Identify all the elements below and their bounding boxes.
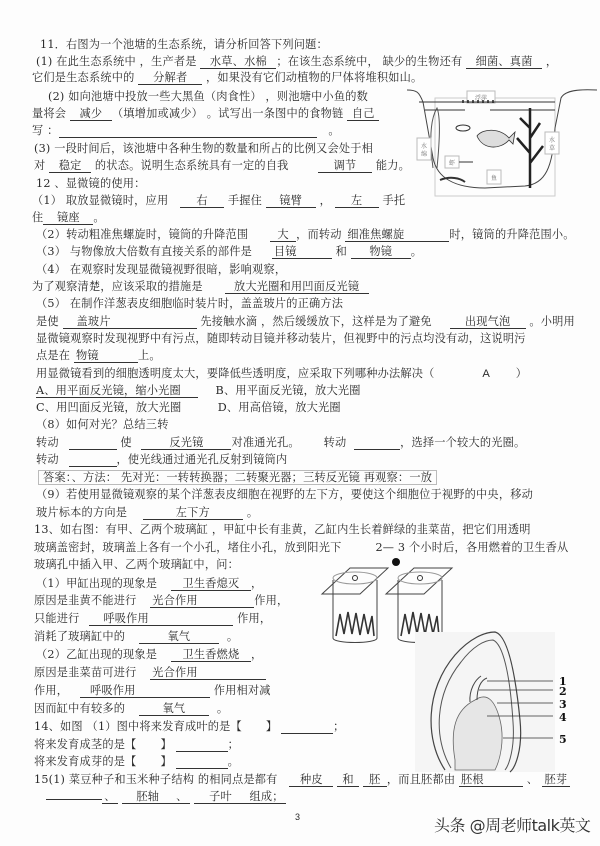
q13-part1-line4: 消耗了玻璃缸中的 氧气 。 [34,630,239,643]
q12-part4-line1: （4） 在观察时发现显微镜视野很暗，影响观察， [36,263,287,276]
q13-part2-line1: （2）乙缸出现的现象是 卫生香燃烧 ， [36,648,263,661]
answer-right-hand: 右 [180,194,224,208]
page-number: 3 [295,812,301,822]
answer-plumule: 胚芽 [542,773,570,787]
q12-mc-options-row2 [36,401,341,415]
q11-part3-line1: (3) 一段时间后，该池塘中各种生物的数量和所占的比例又会处于相 [34,142,374,155]
q12-part2: （2）转动粗准焦螺旋时，镜筒的升降范围 大 ，而转动 细准焦螺旋 时，镜筒的升降范围小。 [36,228,575,241]
q11-part2-line3: 写 ： 。 [32,124,340,137]
q13-line1: 13、如右图：有甲、乙两个玻璃缸 ，甲缸中长有韭黄，乙缸内生长着鲜绿的韭菜苗，把它们用透明 [34,523,531,536]
q12-mc-options-row1 [36,384,361,398]
answer-photosynthesis-1: 光合作用 [150,594,254,608]
answer-hypocotyl: 胚轴 [122,790,174,804]
q11-part2-line1: (2) 如向池塘中投放一些大黑鱼（肉食性） ，则池塘中小鱼的数 [48,90,369,103]
q13-part1-line2: 原因是韭黄不能进行 光合作用 作用， [34,594,289,607]
pond-ecosystem-figure [405,88,600,198]
answer-arm: 镜臂 [266,194,316,208]
answer-coverslip: 盖玻片 [63,315,197,329]
q13-part2-line4: 因而缸中有较多的 氧气 。 [34,702,229,715]
seed-structure-figure [415,630,600,775]
answer-decomposers: 分解者 [138,71,202,85]
answer-fish-count: 减少 [70,107,112,121]
blank-leaf-structure [281,721,333,734]
blank-turn-3 [69,454,117,467]
answer-eyepiece: 目镜 [272,245,332,259]
q12-part1-line1: （1） 取放显微镜时，应用 右 手握住 镜臂 ， 左 手托 [32,194,406,207]
svg-text:绵: 绵 [420,151,428,158]
mc-option-c: C、用凹面反光镜，放大光圈 [36,401,182,414]
svg-text:浮萍: 浮萍 [474,95,488,102]
answer-respiration-1: 呼吸作用 [89,612,233,626]
q12-part8-line2: 转动 ，使光线通过通光孔反射到镜筒内 [36,453,288,466]
watermark: 头条 @周老师talk英文 [434,816,591,835]
svg-text:草: 草 [548,145,556,152]
q14-line3: 将来发育成芽的是【 】 。 [34,755,240,768]
q13-line3: 玻璃孔中插入甲、乙两个玻璃缸中，问： [34,558,239,571]
q13-part2-line2: 原因是韭菜苗可进行 光合作用 [34,666,266,680]
answer-incense-out: 卫生香熄灭 [171,577,251,591]
q12-part5-line1: （5） 在制作洋葱表皮细胞临时装片时，盖盖玻片的正确方法 [36,297,344,310]
q12-title: 12 、显微镜的使用： [36,177,146,190]
answer-left-hand: 左 [335,194,379,208]
svg-text:鱼: 鱼 [490,175,498,182]
svg-text:3: 3 [559,698,567,711]
answer-incense-burns: 卫生香燃烧 [171,648,251,662]
q13-part1-line3: 只能进行 呼吸作用 作用， [34,612,272,625]
q15-line2: 、 胚轴 、 子叶 组成； [46,790,286,804]
answer-lower-left: 左下方 [143,506,243,520]
blank-bud-structure [176,756,228,769]
answer-regulation: 调节 [318,159,372,173]
answer-base: 镜座 [43,211,93,225]
answer-food-chain: 自己 [347,107,379,121]
mc-option-a: A、用平面反光镜，缩小光圈 [36,384,198,398]
answer-dark-field-fix: 放大光圈和用凹面反光镜 [225,280,369,294]
q12-part8-answer: 答案：、方法： 先对光：一转转换器；二转聚光器；三转反光镜 再观察：一放 [38,470,437,485]
q13-line2: 玻璃盖密封，玻璃盖上各有一个小孔，堵住小孔，放到阳光下 2— 3 个小时后，各用燃着的卫生香从 [34,541,569,554]
svg-text:2: 2 [559,685,567,698]
answer-embryo: 胚 [363,773,387,787]
q13-part2-line3: 作用， 呼吸作用 作用相对减 [34,684,271,697]
q11-part3-line2: 对 稳定 的状态。说明生态系统具有一定的自我 调节 能力。 [34,159,410,172]
q11-part1-line1: (1) 在此生态系统中 ，生产者是 水草、水棉 ；在该生态系统中， 缺少的生物还有 细菌、真菌 ， [36,55,558,68]
answer-mirror: 反光镜 [141,436,231,450]
answer-photosynthesis-2: 光合作用 [150,666,266,680]
q13-part1-line1: （1）甲缸出现的现象是 卫生香熄灭 ， [36,577,263,590]
svg-text:1: 1 [559,675,567,688]
q12-part1-line2: 住 镜座 。 [32,211,105,224]
answer-objective-lens: 物镜 [74,349,138,363]
svg-text:4: 4 [559,711,567,724]
svg-text:5: 5 [559,733,567,746]
mc-option-d: D、用高倍镜，放大光圈 [217,401,341,414]
blank-turn-1 [69,437,117,450]
sun-icon [392,558,400,566]
q12-part9-line1: （9）若使用显微镜观察的某个洋葱表皮细胞在视野的左下方，要使这个细胞位于视野的中央，移动 [36,488,533,501]
svg-text:水: 水 [420,143,428,150]
answer-oxygen-2: 氧气 [139,702,209,716]
answer-radicle: 胚根 [459,773,523,787]
answer-missing-organisms: 细菌、真菌 [466,55,542,69]
answer-producers: 水草、水棉 [200,55,276,69]
q12-part5-line4: 点是在 物镜 上。 [36,349,161,362]
answer-air-bubbles: 出现气泡 [450,315,526,329]
answer-cotyledon: 子叶 [194,790,248,804]
q12-part9-line2: 玻片标本的方向是 左下方 。 [36,506,259,519]
answer-range-large: 大 [270,228,296,242]
answer-fine-focus: 细准焦螺旋 [345,228,449,242]
answer-stable: 稳定 [49,159,91,173]
answer-oxygen-1: 氧气 [139,630,219,644]
answer-seed-coat: 种皮 [289,773,333,787]
svg-text:水: 水 [548,137,556,144]
q12-part3: （3） 与物像放大倍数有直接关系的部件是 目镜 和 物镜 。 [36,245,423,258]
q14-line1: 14、如图 （1）图中将来发育成叶的是【 】 ； [34,720,345,733]
q11-part2-line2: 量将会 减少 （填增加或减少） 。试写出一条图中的食物链 自己 [32,107,379,121]
q11-title: 11．右图为一个池塘的生态系统，请分析回答下列问题： [40,38,328,51]
answer-respiration-2: 呼吸作用 [80,684,210,698]
q12-mc-question: 用显微镜看到的细胞透明度太大，要降低些透明度，应采取下列哪种办法解决（ A ） [36,367,528,380]
q12-part5-line2: 是使 盖玻片 先接触水滴 ，然后缓缓放下，这样是为了避免 出现气泡 。小明用 [36,315,575,328]
q14-line2: 将来发育成茎的是【 】 ； [34,738,240,751]
mc-option-b: B、用平面反光镜，放大光圈 [215,384,361,397]
blank-food-chain [59,125,317,138]
q12-part8-line1: 转动 使 反光镜 对准通光孔。 转动 ，选择一个较大的光圈。 [36,436,526,449]
q15-line1: 15(1) 菜豆种子和玉米种子结构 的相同点是都有 种皮 和 胚 ，而且胚都由 胚根 、 胚芽 [34,773,570,787]
q12-part5-line3: 显微镜观察时发现视野中有污点，随即转动目镜并移动装片，但视野中的污点均没有动，这说明污 [36,332,526,345]
answer-objective: 物镜 [351,245,411,259]
q12-part4-line2: 为了观察清楚，应该采取的措施是 放大光圈和用凹面反光镜 [32,280,369,294]
q12-part8-title: （8）如何对光？总结三转 [36,418,169,431]
q11-part1-line2: 它们是生态系统中的 分解者 ，如果没有它们动植物的尸体将堆积如山。 [32,71,423,84]
mc-answer: A [482,368,491,380]
blank-turn-2 [354,437,400,450]
blank-stem-structure [176,739,228,752]
svg-text:虾: 虾 [448,160,456,167]
